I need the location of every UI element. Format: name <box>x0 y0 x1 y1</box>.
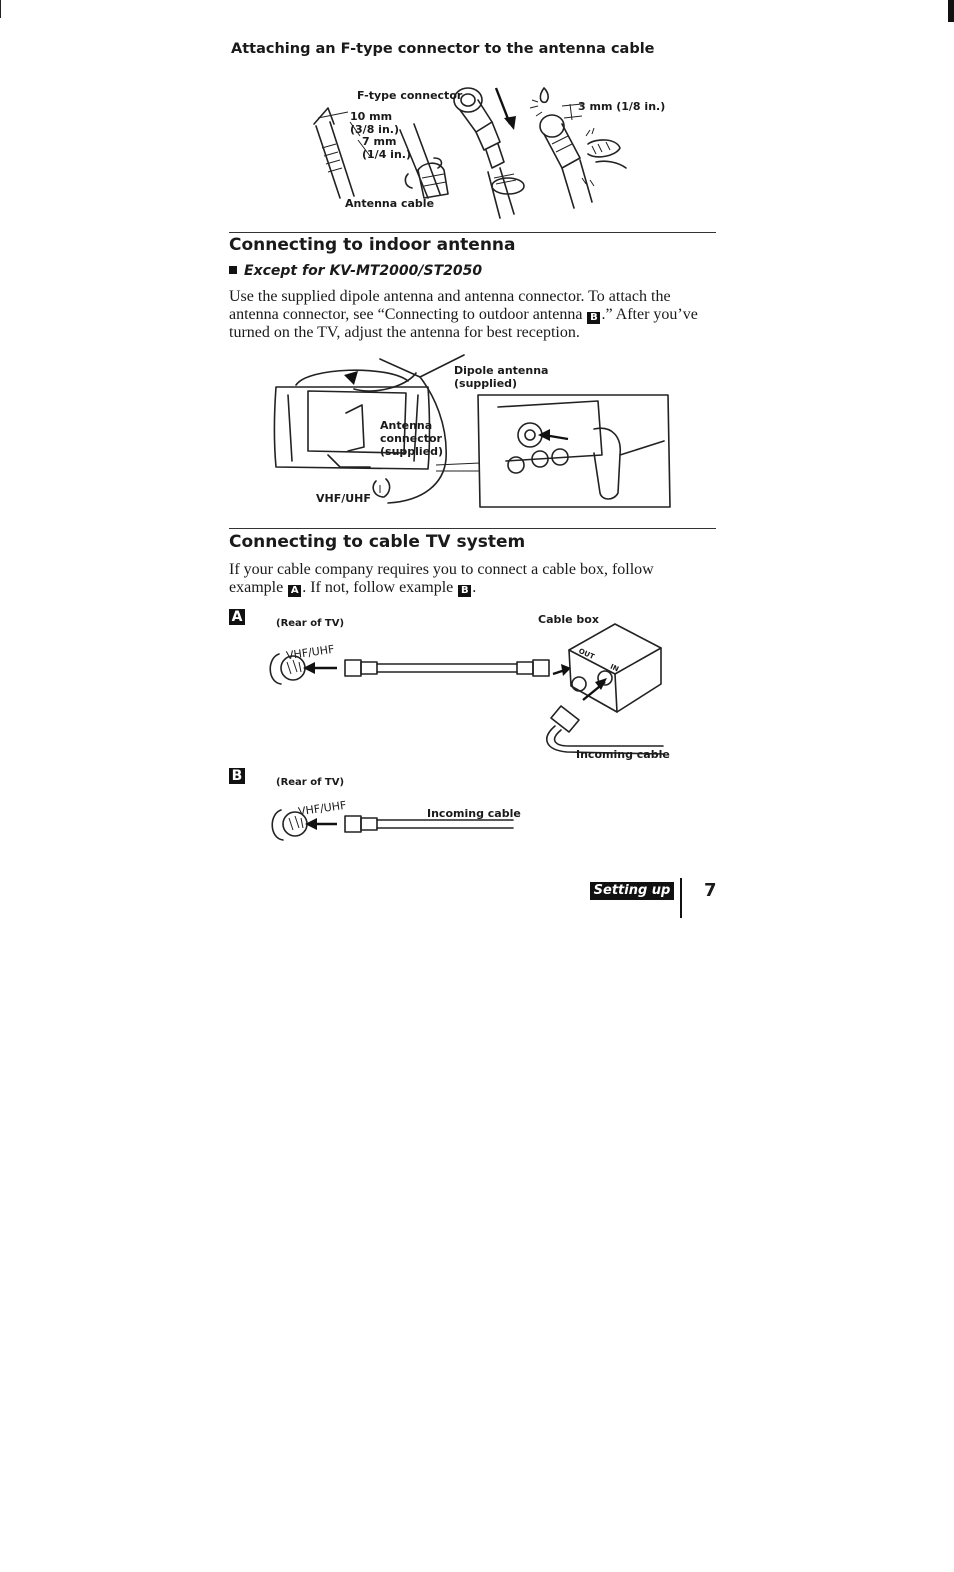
example-b-letter: B <box>229 768 245 784</box>
example-a-cable-box-label: Cable box <box>538 613 599 626</box>
cable-paragraph <box>229 561 699 597</box>
label-dipole-antenna: Dipole antenna <box>454 364 549 377</box>
example-a-rear-of-tv: (Rear of TV) <box>276 618 345 629</box>
label-3mm: 3 mm (1/8 in.) <box>578 100 666 113</box>
label-antenna-connector-2: connector <box>380 432 442 445</box>
example-b-vhf-uhf: VHF/UHF <box>297 798 348 819</box>
footer-divider-bar <box>680 878 682 918</box>
label-antenna-connector-1: Antenna <box>380 419 433 432</box>
bullet-square <box>229 266 237 274</box>
page-edge-mark-left <box>0 0 1 18</box>
section-rule <box>229 232 716 233</box>
example-a-incoming-cable: Incoming cable <box>576 748 670 761</box>
fconnector-title: Attaching an F-type connector to the antenna cable <box>231 41 655 57</box>
indoor-subheading-text: Except for KV-MT2000/ST2050 <box>244 263 483 279</box>
example-b-rear-of-tv: (Rear of TV) <box>276 777 345 788</box>
indoor-para-text-1: Use the supplied dipole antenna and antenna connector. To attach the antenna connector, see “Connecting to outdoor antenna <box>229 288 671 323</box>
box-letter-a: A <box>288 585 301 597</box>
example-a-out-label: OUT <box>577 647 596 662</box>
label-dipole-supplied: (supplied) <box>454 377 518 390</box>
example-a-illustration <box>265 622 665 757</box>
label-antenna-cable: Antenna cable <box>345 197 435 210</box>
label-10mm: 10 mm <box>350 110 393 123</box>
cable-heading: Connecting to cable TV system <box>229 532 526 552</box>
cable-para-text-1: If your cable company requires you to connect a cable box, follow example <box>229 561 654 596</box>
example-a-in-label: IN <box>608 662 620 674</box>
example-b-illustration <box>265 800 525 850</box>
indoor-para-text-2: .” After you’ve turned on the TV, adjust the antenna for best reception. <box>229 305 698 341</box>
label-7mm: 7 mm <box>362 135 397 148</box>
indoor-subheading <box>229 263 482 279</box>
label-vhf-uhf: VHF/UHF <box>316 492 371 505</box>
page-edge-mark-right <box>948 0 954 22</box>
label-antenna-connector-3: (supplied) <box>380 445 444 458</box>
example-a-vhf-uhf: VHF/UHF <box>285 642 336 663</box>
example-a-letter: A <box>229 609 245 625</box>
label-3-8-in: (3/8 in.) <box>350 123 399 136</box>
indoor-heading: Connecting to indoor antenna <box>229 235 516 255</box>
box-letter-b: B <box>458 585 471 597</box>
example-b-incoming-cable: Incoming cable <box>427 807 521 820</box>
page-number: 7 <box>704 880 717 901</box>
indoor-paragraph <box>229 288 719 341</box>
footer-section-tab: Setting up <box>590 882 674 900</box>
cable-para-text-2: . If not, follow example <box>302 578 454 596</box>
section-rule <box>229 528 716 529</box>
label-f-type-connector: F-type connector <box>357 89 463 102</box>
label-1-4-in: (1/4 in.) <box>362 148 411 161</box>
cable-para-text-3: . <box>472 578 477 596</box>
box-letter-b: B <box>587 312 600 324</box>
